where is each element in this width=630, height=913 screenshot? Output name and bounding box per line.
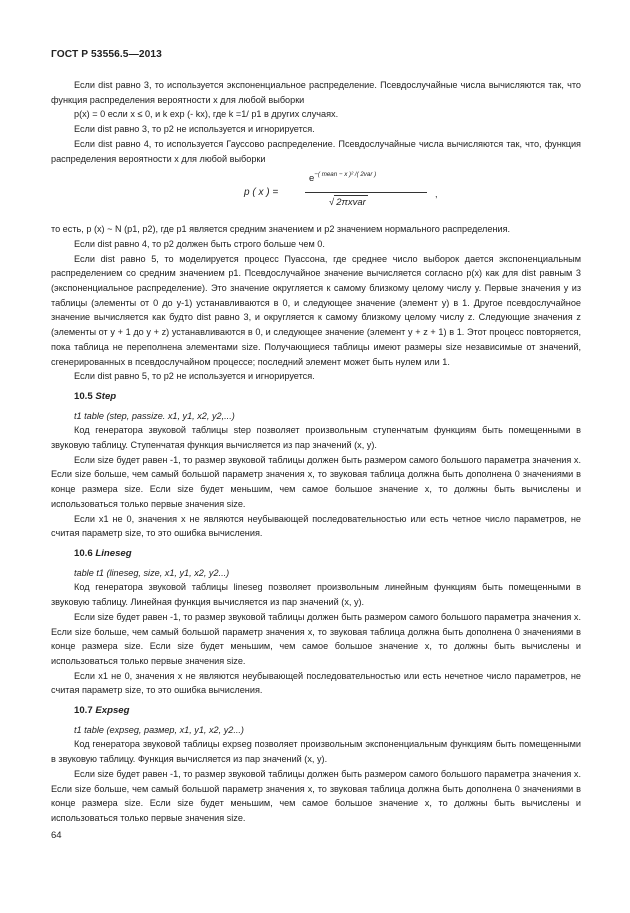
paragraph: Если dist равно 5, то p2 не используется и игнорируется.: [74, 371, 315, 382]
paragraph: Если size будет равен -1, то размер звуковой таблицы должен быть размером самого большого параметра значения x. Если size больше, чем самый большой параметр значения x, то звуковая таблица должна быть дополнена 0 значениями в конце размера size. Если size будет меньшим, чем самое большое значение x, то должны быть вычислены и использоваться только первые значения size.: [51, 454, 581, 509]
formula-denominator: [329, 195, 368, 211]
paragraph: то есть, p (x) ~ N (p1, p2), где p1 является средним значением и p2 значением нормального распределения.: [51, 224, 511, 235]
paragraph: Если size будет равен -1, то размер звуковой таблицы должен быть размером самого большого параметра значения x. Если size больше, чем самый большой параметр значения x, то звуковая таблица должна быть дополнена 0 значениями в конце размера size. Если size будет меньшим, чем самое большое значение x, то должны быть вычислены и использоваться только первые значения size.: [51, 611, 581, 666]
paragraph: Если x1 не 0, значения x не являются неубывающей последовательностью или есть нечетное число параметров, не считая параметр size, то это ошибка вычисления.: [51, 670, 581, 696]
paragraph: Если dist равно 4, то используется Гауссово распределение. Псевдослучайные числа вычисляются так, что, функция распределения вероятности x для любой выборки: [51, 138, 581, 164]
section-number: 10.6: [74, 547, 93, 559]
section-heading-step: [74, 390, 581, 405]
page-number: 64: [51, 830, 62, 841]
gaussian-formula: [51, 168, 581, 220]
syntax-line: table t1 (lineseg, size, x1, y1, x2, y2...): [74, 567, 230, 578]
paragraph: Код генератора звуковой таблицы lineseg позволяет произвольным линейным функциям быть помещенными в звуковую таблицу. Линейная функция вычисляется из пар значений (x, y).: [51, 582, 581, 608]
paragraph: Если dist равно 3, то p2 не используется и игнорируется.: [74, 124, 315, 135]
section-heading-lineseg: [74, 547, 581, 562]
syntax-line: t1 table (expseg, размер, x1, y1, x2, y2...): [74, 724, 244, 735]
section-number: 10.5: [74, 390, 93, 402]
page-body: [51, 78, 581, 826]
formula-base: e: [309, 173, 315, 185]
formula-exponent: −( mean − x )² /( 2var ): [314, 171, 377, 179]
formula-numerator: [309, 168, 376, 187]
section-number: 10.7: [74, 705, 93, 717]
paragraph: Если dist равно 3, то используется экспоненциальное распределение. Псевдослучайные числа вычисляются так, что функция распределения вероятности x для любой выборки: [51, 80, 581, 105]
formula-lhs: p ( x ) =: [244, 187, 279, 199]
section-title: Step: [95, 390, 117, 402]
paragraph: Если dist равно 4, то p2 должен быть строго больше чем 0.: [74, 238, 325, 249]
paragraph: Код генератора звуковой таблицы step позволяет произвольным ступенчатым функциям быть помещенными в звуковую таблицу. Ступенчатая функция вычисляется из пар значений (x, y).: [51, 425, 581, 451]
fraction-bar: [305, 192, 427, 193]
paragraph: Если x1 не 0, значения x не являются неубывающей последовательностью или есть четное число параметров, не считая параметр size, то это ошибка вычисления.: [51, 513, 581, 539]
syntax-line: t1 table (step, passize. x1, y1, x2, y2,...): [74, 410, 235, 421]
paragraph: Если dist равно 5, то моделируется процесс Пуассона, где среднее число выборок дается экспоненциальным распределением со средним значением p1. Псевдослучайное значение вычисляется согласно p(x) как для dist равным 3 (экспоненциальное распределение). Это значение округляется к самому близкому целому числу y. Первые значения y из таблицы (элементы от 0 до y-1) устанавливаются в 0, и следующее значение (элемент y) в 1. Другое псевдослучайное значение вычисляется как будто dist равно 3, и округляется к самому близкому целому числу z. Следующие значения z (элементы от y + 1 до y + z) устанавливаются в 0, и следующее значение (элемент y + z + 1) в 1. Этот процесс повторяется, пока таблица не переполнена элементами size. Получающиеся таблицы имеют размеры size независимые от значений, сгенерированных в псевдослучайном процессе; последний элемент может быть нулем или 1.: [51, 253, 581, 367]
section-title: Expseg: [95, 705, 130, 717]
radical-sign: √: [329, 197, 335, 209]
formula-comma: ,: [435, 189, 438, 200]
section-title: Lineseg: [95, 547, 132, 559]
paragraph: Код генератора звуковой таблицы expseg позволяет произвольным экспоненциальным функциям быть помещенными в звуковую таблицу. Функция вычисляется из пар значений (x, y).: [51, 739, 581, 765]
document-header: ГОСТ Р 53556.5—2013: [51, 49, 162, 60]
section-heading-expseg: [74, 704, 581, 719]
paragraph: Если size будет равен -1, то размер звуковой таблицы должен быть размером самого большого параметра значения x. Если size больше, чем самый большой параметр значения x, то звуковая таблица должна быть дополнена 0 значениями в конце размера size. Если size будет меньшим, чем самое большое значение x, то должны быть вычислены и использоваться только первые значения size.: [51, 768, 581, 823]
paragraph: p(x) = 0 если x ≤ 0, и k exp (- kx), где k =1/ p1 в других случаях.: [74, 109, 339, 120]
formula-radicand: 2πxvar: [334, 195, 368, 211]
